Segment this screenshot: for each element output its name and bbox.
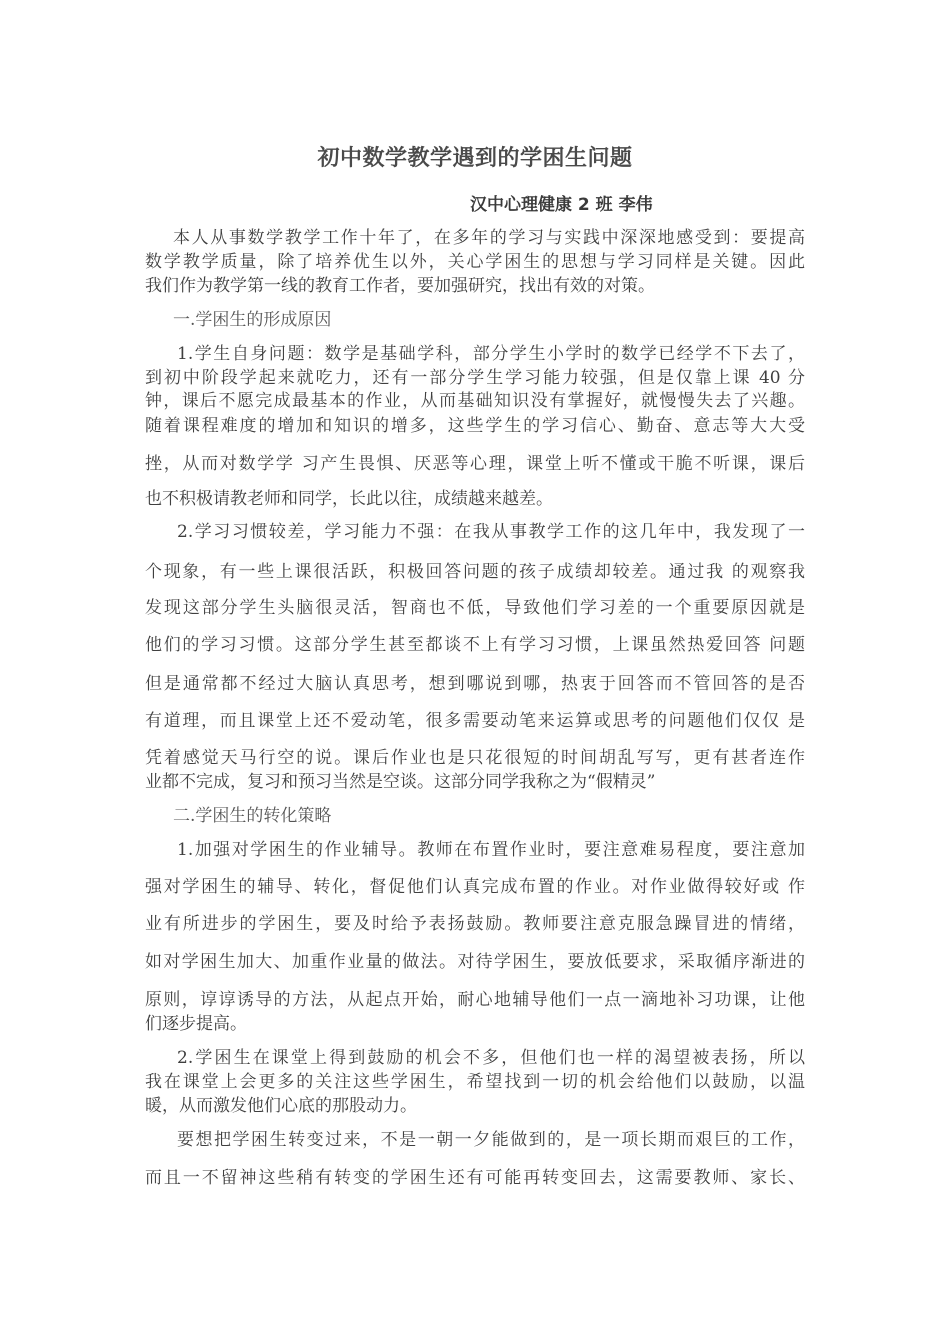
paragraph-line: 2.学习习惯较差，学习能力不强：在我从事教学工作的这几年中，我发现了一 bbox=[177, 522, 805, 542]
paragraph-line: 业都不完成，复习和预习当然是空谈。这部分同学我称之为“假精灵” bbox=[145, 772, 656, 792]
paragraph-line: 原则，谆谆诱导的方法，从起点开始，耐心地辅导他们一点一滴地补习功课，让他 bbox=[145, 990, 805, 1010]
section-heading: 二.学困生的转化策略 bbox=[173, 806, 332, 826]
paragraph-line: 个现象，有一些上课很活跃，积极回答问题的孩子成绩却较差。通过我 的观察我 bbox=[145, 562, 805, 582]
paragraph-line: 他们的学习习惯。这部分学生甚至都谈不上有学习习惯，上课虽然热爱回答 问题 bbox=[145, 635, 805, 655]
paragraph-line: 1.加强对学困生的作业辅导。教师在布置作业时，要注意难易程度，要注意加 bbox=[177, 840, 805, 860]
paragraph-line: 而且一不留神这些稍有转变的学困生还有可能再转变回去，这需要教师、家长、 bbox=[145, 1168, 805, 1188]
paragraph-line: 钟，课后不愿完成最基本的作业，从而基础知识没有掌握好，就慢慢失去了兴趣。 bbox=[145, 391, 805, 411]
paragraph-line: 凭着感觉天马行空的说。课后作业也是只花很短的时间胡乱写写，更有甚者连作 bbox=[145, 748, 805, 768]
paragraph-line: 但是通常都不经过大脑认真思考，想到哪说到哪，热衷于回答而不管回答的是否 bbox=[145, 674, 805, 694]
paragraph-line: 本人从事数学教学工作十年了，在多年的学习与实践中深深地感受到：要提高 bbox=[173, 228, 805, 248]
paragraph-line: 随着课程难度的增加和知识的增多，这些学生的学习信心、勤奋、意志等大大受 bbox=[145, 416, 805, 436]
paragraph-line: 暖，从而激发他们心底的那股动力。 bbox=[145, 1096, 417, 1116]
paragraph-line: 我在课堂上会更多的关注这些学困生，希望找到一切的机会给他们以鼓励，以温 bbox=[145, 1072, 805, 1092]
paragraph-line: 我们作为教学第一线的教育工作者，要加强研究，找出有效的对策。 bbox=[145, 276, 655, 296]
paragraph-line: 强对学困生的辅导、转化，督促他们认真完成布置的作业。对作业做得较好或 作 bbox=[145, 877, 805, 897]
paragraph-line: 如对学困生加大、加重作业量的做法。对待学困生，要放低要求，采取循序渐进的 bbox=[145, 952, 805, 972]
paragraph-line: 挫，从而对数学学 习产生畏惧、厌恶等心理，课堂上听不懂或干脆不听课，课后 bbox=[145, 454, 805, 474]
paragraph-line: 有道理，而且课堂上还不爱动笔，很多需要动笔来运算或思考的问题他们仅仅 是 bbox=[145, 711, 805, 731]
paragraph-line: 业有所进步的学困生，要及时给予表扬鼓励。教师要注意克服急躁冒进的情绪， bbox=[145, 914, 805, 934]
document-title: 初中数学教学遇到的学困生问题 bbox=[317, 146, 633, 171]
paragraph-line: 到初中阶段学起来就吃力，还有一部分学生学习能力较强，但是仅靠上课 40 分 bbox=[145, 368, 805, 388]
author-line: 汉中心理健康 2 班 李伟 bbox=[470, 195, 653, 215]
paragraph-line: 1.学生自身问题：数学是基础学科，部分学生小学时的数学已经学不下去了， bbox=[177, 344, 805, 364]
paragraph-line: 要想把学困生转变过来，不是一朝一夕能做到的，是一项长期而艰巨的工作， bbox=[177, 1130, 805, 1150]
section-heading: 一.学困生的形成原因 bbox=[173, 310, 332, 330]
paragraph-line: 们逐步提高。 bbox=[145, 1014, 247, 1034]
paragraph-line: 数学教学质量，除了培养优生以外，关心学困生的思想与学习同样是关键。因此 bbox=[145, 252, 805, 272]
paragraph-line: 也不积极请教老师和同学，长此以往，成绩越来越差。 bbox=[145, 489, 553, 509]
paragraph-line: 2.学困生在课堂上得到鼓励的机会不多，但他们也一样的渴望被表扬，所以 bbox=[177, 1048, 805, 1068]
paragraph-line: 发现这部分学生头脑很灵活，智商也不低，导致他们学习差的一个重要原因就是 bbox=[145, 598, 805, 618]
